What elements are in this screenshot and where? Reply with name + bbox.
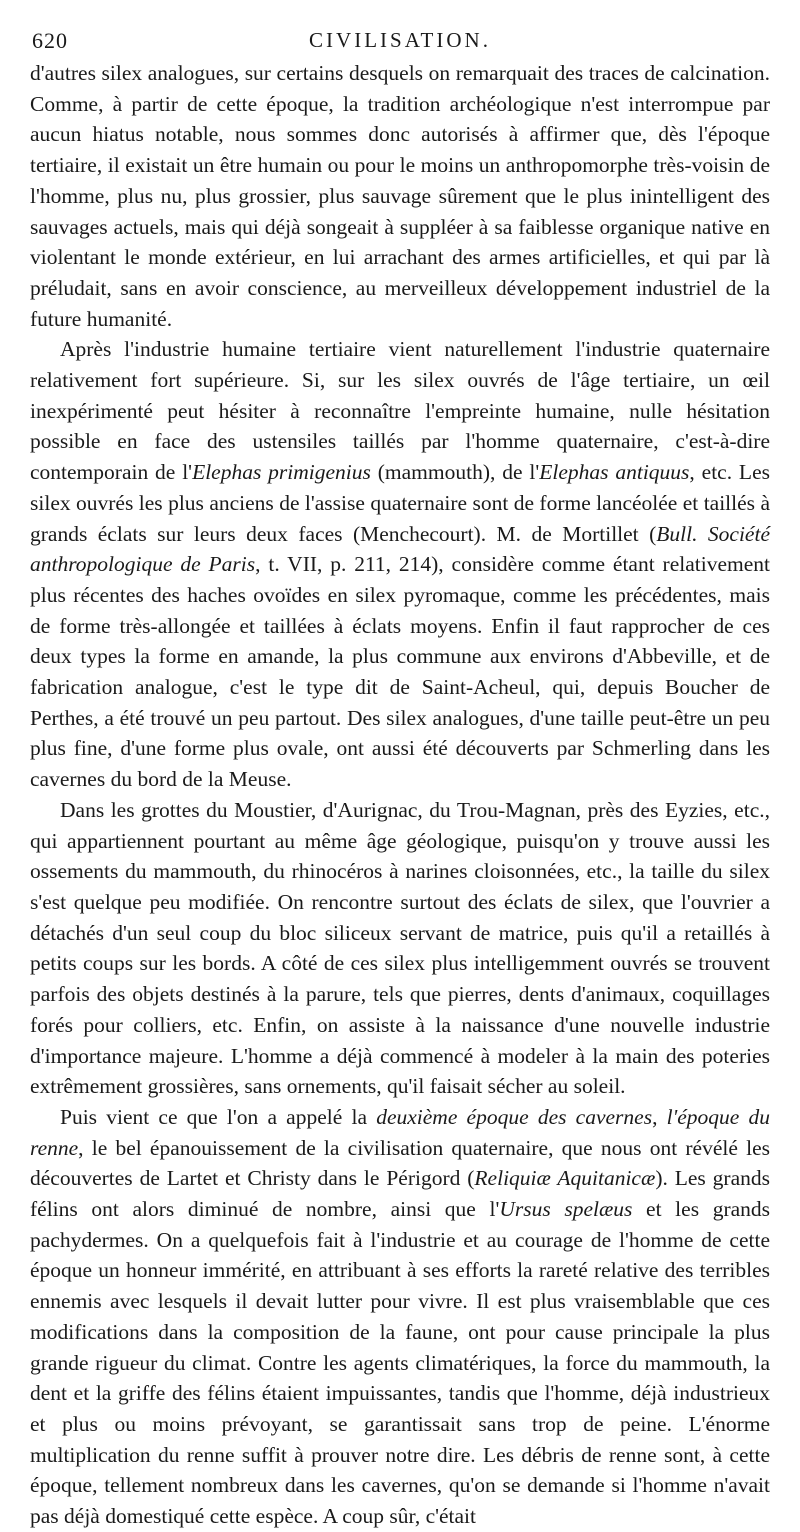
italic-text: l'époque du renne [30, 1104, 770, 1160]
text-run: (mammouth), de l' [370, 460, 540, 485]
text-run: d'autres silex analogues, sur certains desquels on remarquait des traces de calcination. Comme, à partir de cette époque, la tradition archéologique n'est interrompue par aucun hiatus notable, nous sommes donc autorisés à affirmer que, dès l'époque tertiaire, il existait un être humain ou pour le moins un anthropomorphe très-voisin de l'homme, plus nu, plus grossier, plus sauvage sûrement que le plus inintelligent des sauvages actuels, mais qui déjà songeait à suppléer à sa faiblesse organique native en violentant le monde extérieur, en lui arrachant des armes artificielles, et qui par là préludait, sans en avoir conscience, au merveilleux développement industriel de la future humanité. [30, 61, 770, 331]
text-run: , [652, 1104, 667, 1129]
italic-text: Elephas primigenius [192, 460, 371, 485]
italic-text: Elephas antiquus [539, 460, 690, 485]
page-number: 620 [32, 28, 68, 53]
italic-text: Reliquiæ Aquitanicæ [474, 1166, 656, 1191]
text-run: , le bel épanouissement de la civilisation quaternaire, que nous ont révélé les découvertes de Lartet et Christy dans le Périgord ( [30, 1135, 770, 1191]
paragraph [30, 1102, 770, 1532]
page-body [30, 58, 770, 1532]
paragraph [30, 334, 770, 795]
text-run: Dans les grottes du Moustier, d'Aurignac, du Trou-Magnan, près des Eyzies, etc., qui appartiennent pourtant au même âge géologique, puisqu'on y trouve aussi les ossements du mammouth, du rhinocéros à narines cloisonnées, etc., la taille du silex s'est quelque peu modifiée. On rencontre surtout des éclats de silex, que l'ouvrier a détachés d'un seul coup du bloc siliceux servant de matrice, puis qu'il a retaillés à petits coups sur les bords. A côté de ces silex plus intelligemment ouvrés se trouvent parfois des objets destinés à la parure, tels que pierres, dents d'animaux, coquillages forés pour colliers, etc. Enfin, on assiste à la naissance d'une nouvelle industrie d'importance majeure. L'homme a déjà commencé à modeler à la main des poteries extrêmement grossières, sans ornements, qu'il faisait sécher au soleil. [30, 797, 770, 1099]
paragraph [30, 58, 770, 334]
text-run: Après l'industrie humaine tertiaire vient naturellement l'industrie quaternaire relativement fort supérieure. Si, sur les silex ouvrés de l'âge tertiaire, un œil inexpérimenté peut hésiter à reconnaître l'empreinte humaine, nulle hésitation possible en face des ustensiles taillés par l'homme quaternaire, c'est-à-dire contemporain de l' [30, 337, 770, 485]
text-run: , t. VII, p. 211, 214), considère comme étant relativement plus récentes des haches ovoïdes en silex pyromaque, comme les précédentes, mais de forme très-allongée et taillées à éclats moyens. Enfin il faut rapprocher de ces deux types la forme en amande, la plus commune aux environs d'Abbeville, et de fabrication analogue, c'est le type dit de Saint-Acheul, qui, depuis Boucher de Perthes, a été trouvé un peu partout. Des silex analogues, d'une taille peut-être un peu plus fine, d'une forme plus ovale, ont aussi été découverts par Schmerling dans les cavernes du bord de la Meuse. [30, 552, 770, 792]
text-run: ). Les grands félins ont alors diminué de nombre, ainsi que l' [30, 1166, 771, 1222]
text-run: , etc. Les silex ouvrés les plus anciens de l'assise quaternaire sont de forme lancéolée et taillés à grands éclats sur leurs deux faces (Menchecourt). M. de Mortillet ( [30, 460, 770, 546]
paragraph [30, 795, 770, 1102]
text-run: Puis vient ce que l'on a appelé la [60, 1104, 377, 1129]
text-run: et les grands pachydermes. On a quelquefois fait à l'industrie et au courage de l'homme de cette époque un honneur immérité, en attribuant à ses efforts la rareté relative des terribles ennemis avec lesquels il devait lutter pour vivre. Il est plus vraisemblable que ces modifications dans la composition de la faune, ont pour cause principale la plus grande rigueur du climat. Contre les agents climatériques, la force du mammouth, la dent et la griffe des félins étaient impuissantes, tandis que l'homme, déjà industrieux et plus ou moins prévoyant, se garantissait sans trop de peine. L'énorme multiplication du renne suffit à prouver notre dire. Les débris de renne sont, à cette époque, tellement nombreux dans les cavernes, qu'on se demande si l'homme n'avait pas déjà domestiqué cette espèce. A coup sûr, c'était [30, 1197, 771, 1529]
italic-text: Ursus spelæus [499, 1197, 633, 1222]
italic-text: Bull. Société anthropologique de Paris [30, 521, 770, 577]
italic-text: deuxième époque des cavernes [376, 1104, 653, 1129]
page-header [30, 22, 770, 56]
running-title: CIVILISATION. [309, 28, 491, 52]
